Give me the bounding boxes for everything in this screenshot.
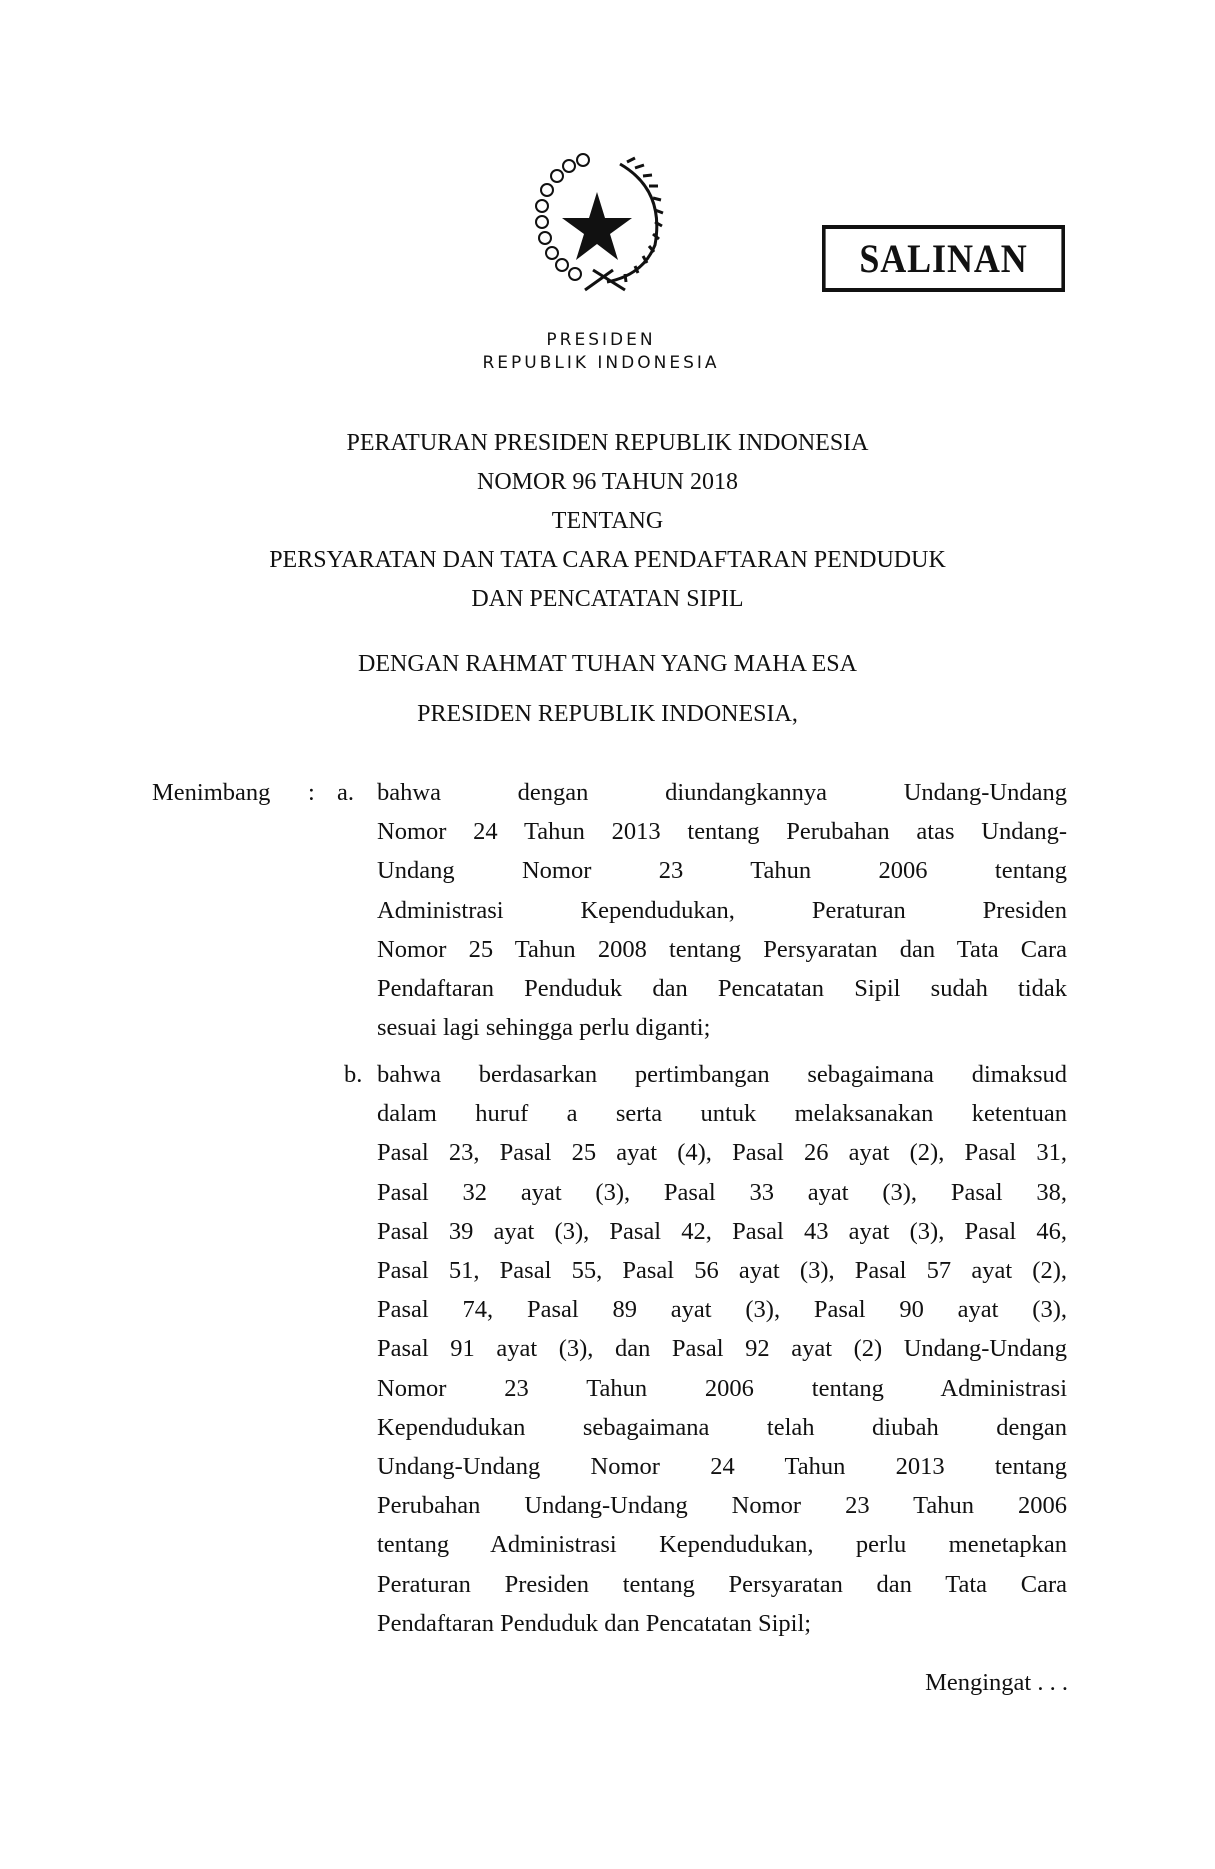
paragraph-line: Pasal 32 ayat (3), Pasal 33 ayat (3), Pasal 38, (377, 1178, 1067, 1206)
paragraph-line: Pasal 74, Pasal 89 ayat (3), Pasal 90 ayat (3), (377, 1296, 1067, 1324)
paragraph-line: Pasal 91 ayat (3), dan Pasal 92 ayat (2) Undang-Undang (377, 1335, 1067, 1363)
cotton-wreath (536, 154, 589, 280)
paragraph-line: Nomor 24 Tahun 2013 tentang Perubahan atas Undang- (377, 818, 1067, 846)
paragraph-line: Nomor 23 Tahun 2006 tentang Administrasi (377, 1374, 1067, 1402)
item-b-marker: b. (344, 1061, 363, 1088)
paragraph-line: Peraturan Presiden tentang Persyaratan dan Tata Cara (377, 1570, 1067, 1598)
paragraph-line: Pendaftaran Penduduk dan Pencatatan Sipil; (377, 1609, 812, 1637)
paragraph-line: Administrasi Kependudukan, Peraturan Presiden (377, 896, 1067, 924)
title-line-4: PERSYARATAN DAN TATA CARA PENDAFTARAN PENDUDUK (269, 547, 946, 573)
paragraph-line: tentang Administrasi Kependudukan, perlu menetapkan (377, 1531, 1067, 1559)
paragraph-line: sesuai lagi sehingga perlu diganti; (377, 1014, 711, 1042)
paragraph-line: Perubahan Undang-Undang Nomor 23 Tahun 2006 (377, 1492, 1067, 1520)
paragraph-line: Nomor 25 Tahun 2008 tentang Persyaratan dan Tata Cara (377, 935, 1067, 963)
preamble: DENGAN RAHMAT TUHAN YANG MAHA ESA (358, 651, 857, 677)
paragraph-line: Pasal 39 ayat (3), Pasal 42, Pasal 43 ayat (3), Pasal 46, (377, 1217, 1067, 1245)
continuation-mengingat: Mengingat . . . (925, 1669, 1068, 1696)
star-icon (562, 192, 632, 260)
menimbang-colon: : (308, 779, 315, 806)
title-line-1: PERATURAN PRESIDEN REPUBLIK INDONESIA (346, 430, 869, 456)
paragraph-line: Undang-Undang Nomor 24 Tahun 2013 tentang (377, 1453, 1067, 1480)
salinan-stamp: SALINAN (822, 225, 1065, 292)
garuda-presidential-emblem (525, 150, 680, 300)
institution-line2: REPUBLIK INDONESIA (482, 353, 720, 373)
institution-line1: PRESIDEN (546, 330, 656, 350)
title-line-3: TENTANG (551, 508, 664, 534)
title-line-2: NOMOR 96 TAHUN 2018 (477, 469, 738, 495)
paragraph-line: dalam huruf a serta untuk melaksanakan ketentuan (377, 1100, 1067, 1128)
paragraph-line: bahwa dengan diundangkannya Undang-Undang (377, 779, 1067, 806)
item-a-marker: a. (337, 779, 354, 806)
paragraph-line: Pendaftaran Penduduk dan Pencatatan Sipil sudah tidak (377, 975, 1067, 1002)
menimbang-label: Menimbang (152, 779, 271, 806)
paragraph-line: Undang Nomor 23 Tahun 2006 tentang (377, 857, 1067, 885)
paragraph-line: Pasal 23, Pasal 25 ayat (4), Pasal 26 ayat (2), Pasal 31, (377, 1139, 1067, 1167)
paragraph-line: Kependudukan sebagaimana telah diubah dengan (377, 1413, 1067, 1441)
paragraph-line: bahwa berdasarkan pertimbangan sebagaimana dimaksud (377, 1061, 1067, 1088)
issuer: PRESIDEN REPUBLIK INDONESIA, (417, 701, 798, 727)
title-line-5: DAN PENCATATAN SIPIL (471, 586, 744, 612)
paragraph-line: Pasal 51, Pasal 55, Pasal 56 ayat (3), Pasal 57 ayat (2), (377, 1257, 1067, 1284)
